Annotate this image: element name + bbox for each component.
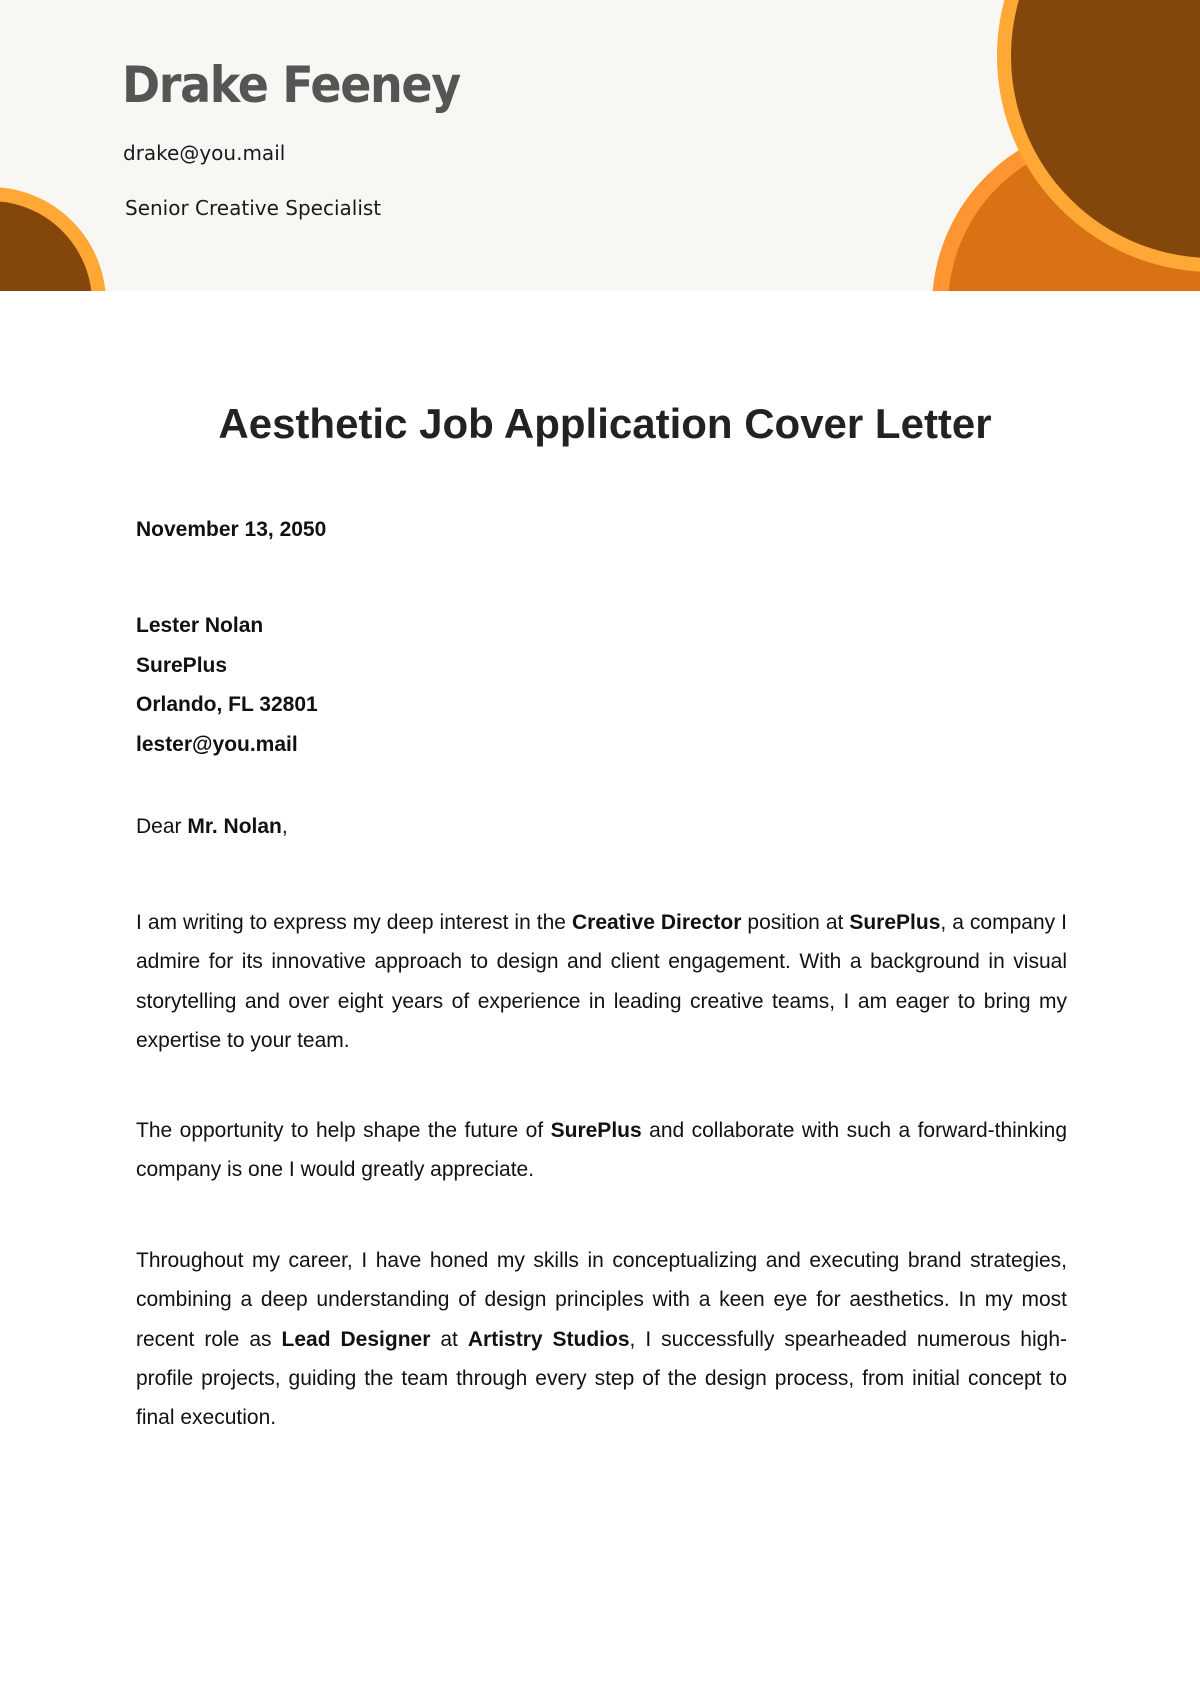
- recipient-company: SurePlus: [136, 653, 228, 677]
- emphasized-text: SurePlus: [550, 1119, 642, 1142]
- recipient-address: Orlando, FL 32801: [136, 693, 318, 716]
- emphasized-text: SurePlus: [849, 911, 941, 934]
- salutation-suffix: ,: [281, 815, 288, 838]
- decorative-circle-left: [0, 187, 106, 291]
- letter-date: November 13, 2050: [136, 518, 327, 541]
- paragraph-text: and collaborate with such a forward-thinking company is one I would greatly appreciate.: [136, 1119, 1067, 1182]
- sender-job-title: Senior Creative Specialist: [125, 196, 382, 220]
- emphasized-text: Lead Designer: [281, 1327, 431, 1351]
- body-paragraph-3: [136, 1241, 1067, 1437]
- paragraph-text: Throughout my career, I have honed my skills in conceptualizing and executing brand strategies, combining a deep understanding of design principles with a keen eye for aesthetics. In my most recent role as: [136, 1249, 1067, 1351]
- recipient-email: lester@you.mail: [136, 732, 298, 756]
- letterhead: [0, 0, 1200, 291]
- recipient-block: [136, 606, 1067, 764]
- emphasized-text: Creative Director: [571, 911, 742, 934]
- paragraph-text: , I successfully spearheaded numerous high-profile projects, guiding the team through every step of the design process, from initial concept to final execution.: [136, 1327, 1067, 1430]
- salutation-name: Mr. Nolan: [187, 815, 282, 838]
- sender-name: Drake Feeney: [122, 56, 460, 114]
- paragraph-text: , a company I admire for its innovative approach to design and client engagement. With a background in visual storytelling and over eight years of experience in leading creative teams, I am eager to bring my expertise to your team.: [136, 911, 1067, 1052]
- body-paragraph-2: [136, 1111, 1067, 1190]
- letter-title: Aesthetic Job Application Cover Letter: [218, 400, 992, 447]
- paragraph-text: I am writing to express my deep interest in the: [136, 911, 572, 934]
- paragraph-text: at: [430, 1327, 468, 1351]
- emphasized-text: Artistry Studios: [467, 1327, 630, 1351]
- sender-email: drake@you.mail: [123, 141, 286, 165]
- salutation: [136, 815, 1067, 839]
- salutation-prefix: Dear: [136, 815, 188, 838]
- paragraph-text: The opportunity to help shape the future of: [136, 1119, 551, 1142]
- body-paragraph-1: [136, 903, 1067, 1060]
- recipient-name: Lester Nolan: [136, 614, 264, 637]
- paragraph-text: position at: [741, 911, 850, 934]
